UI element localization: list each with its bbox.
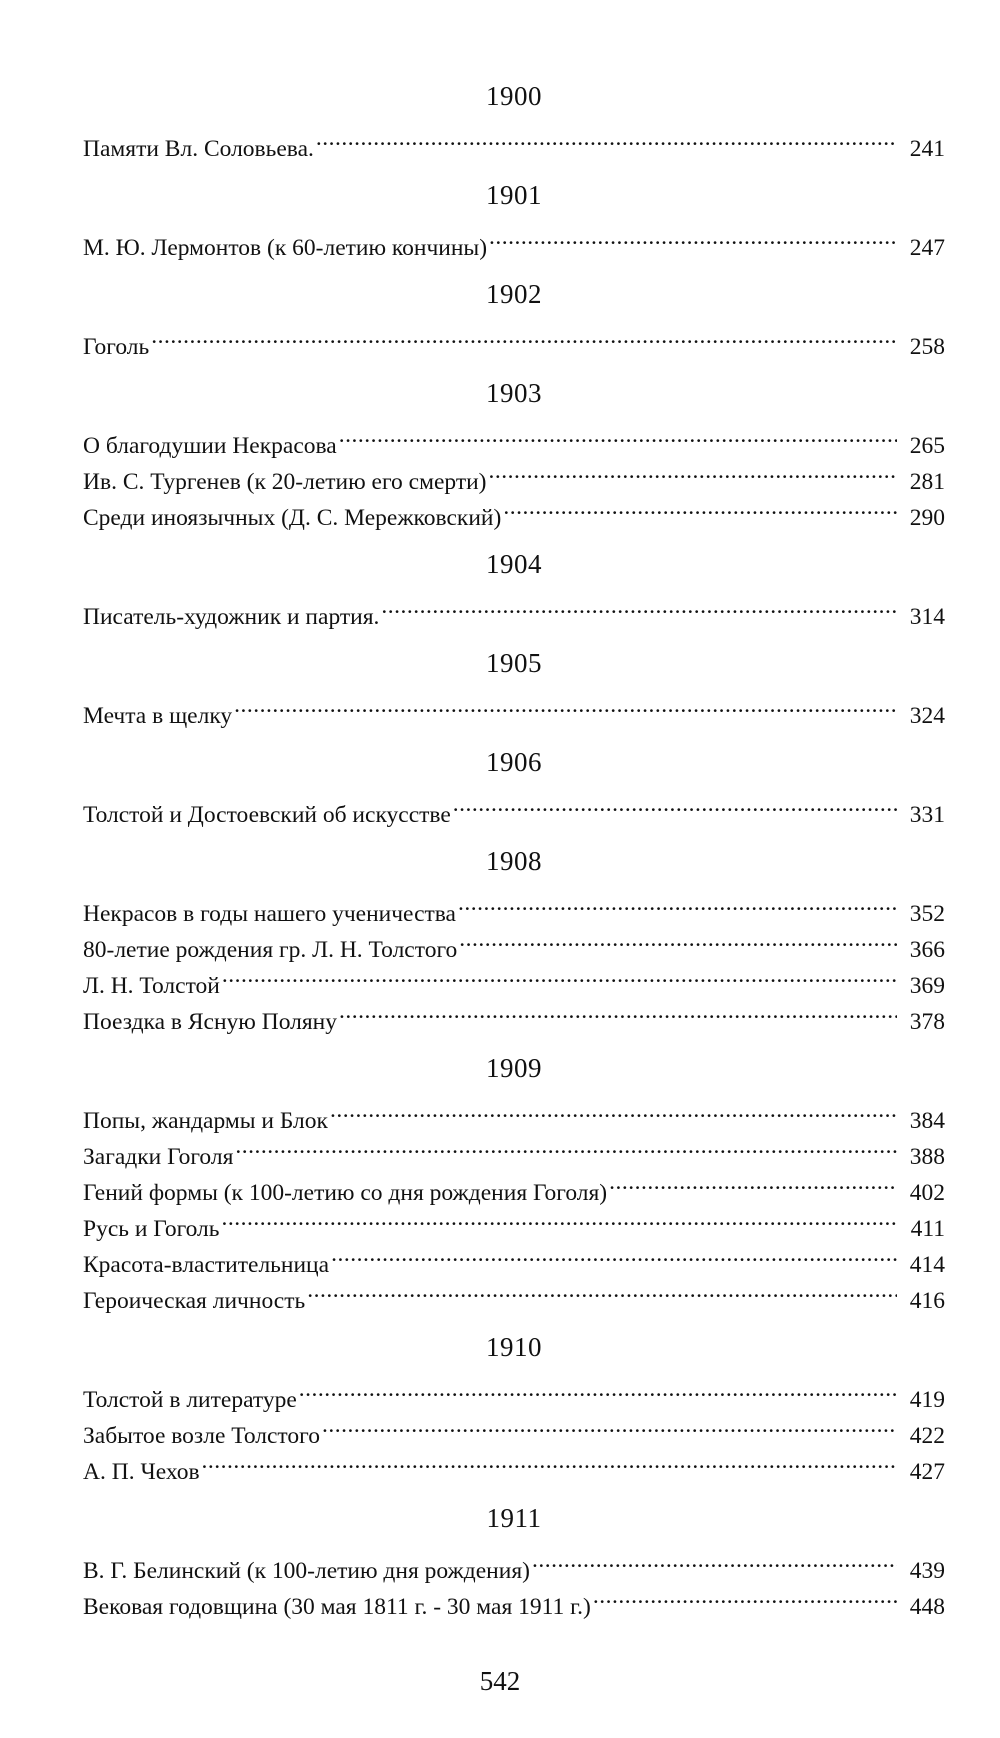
entry-page-number: 331 xyxy=(909,802,945,828)
entry-title: Толстой в литературе xyxy=(83,1387,297,1413)
entry-list xyxy=(83,120,945,162)
entry-page-number: 422 xyxy=(909,1423,945,1449)
entry-title: А. П. Чехов xyxy=(83,1459,200,1485)
toc-entry xyxy=(83,1443,945,1485)
entry-page-number: 439 xyxy=(909,1558,945,1584)
toc-section xyxy=(83,1500,945,1620)
entry-title: Писатель-художник и партия. xyxy=(83,604,380,630)
entry-list xyxy=(83,687,945,729)
entry-page-number: 378 xyxy=(909,1009,945,1035)
toc-section xyxy=(83,546,945,630)
dot-leader xyxy=(151,318,897,354)
dot-leader xyxy=(609,1164,897,1200)
dot-leader xyxy=(322,1407,897,1443)
entry-title: Вековая годовщина (30 мая 1811 г. - 30 мая 1911 г.) xyxy=(83,1594,591,1620)
entry-page-number: 241 xyxy=(909,136,945,162)
entry-page-number: 314 xyxy=(909,604,945,630)
toc-entry xyxy=(83,417,945,459)
entry-list xyxy=(83,219,945,261)
entry-page-number: 281 xyxy=(909,469,945,495)
dot-leader xyxy=(489,453,898,489)
dot-leader xyxy=(330,1092,897,1128)
toc-entry xyxy=(83,1371,945,1413)
entry-title: Л. Н. Толстой xyxy=(83,973,220,999)
dot-leader xyxy=(339,993,897,1029)
entry-page-number: 402 xyxy=(909,1180,945,1206)
dot-leader xyxy=(489,219,897,255)
entry-title: В. Г. Белинский (к 100-летию дня рождения) xyxy=(83,1558,530,1584)
toc-section xyxy=(83,1329,945,1485)
year-heading: 1902 xyxy=(486,279,542,309)
year-heading: 1906 xyxy=(486,747,542,777)
dot-leader xyxy=(316,120,897,156)
entry-list xyxy=(83,1092,945,1314)
entry-title: Забытое возле Толстого xyxy=(83,1423,320,1449)
year-heading: 1903 xyxy=(486,378,542,408)
entry-list xyxy=(83,588,945,630)
entry-list xyxy=(83,318,945,360)
entry-list xyxy=(83,1371,945,1485)
toc-section xyxy=(83,78,945,162)
year-heading: 1905 xyxy=(486,648,542,678)
entry-page-number: 369 xyxy=(909,973,945,999)
year-heading: 1908 xyxy=(486,846,542,876)
entry-page-number: 419 xyxy=(909,1387,945,1413)
entry-title: Загадки Гоголя xyxy=(83,1144,234,1170)
year-heading: 1904 xyxy=(486,549,542,579)
entry-title: Поездка в Ясную Поляну xyxy=(83,1009,338,1035)
entry-page-number: 324 xyxy=(909,703,945,729)
year-heading: 1900 xyxy=(486,81,542,111)
entry-title: Попы, жандармы и Блок xyxy=(83,1108,328,1134)
entry-title: Среди иноязычных (Д. С. Мережковский) xyxy=(83,505,502,531)
entry-list xyxy=(83,1542,945,1620)
year-heading: 1910 xyxy=(486,1332,542,1362)
dot-leader xyxy=(299,1371,897,1407)
toc-section xyxy=(83,375,945,531)
dot-leader xyxy=(459,921,897,957)
toc-entry xyxy=(83,588,945,630)
toc-entry xyxy=(83,885,945,927)
toc-entry xyxy=(83,687,945,729)
page-number: 542 xyxy=(479,1666,521,1696)
dot-leader xyxy=(453,786,897,822)
entry-title: Ив. С. Тургенев (к 20-летию его смерти) xyxy=(83,469,487,495)
dot-leader xyxy=(381,588,897,624)
table-of-contents xyxy=(83,78,945,1635)
entry-list xyxy=(83,417,945,531)
entry-title: Героическая личность xyxy=(83,1288,306,1314)
entry-title: Гений формы (к 100-летию со дня рождения Гоголя) xyxy=(83,1180,608,1206)
entry-page-number: 414 xyxy=(909,1252,945,1278)
dot-leader xyxy=(331,1236,897,1272)
entry-page-number: 352 xyxy=(909,901,945,927)
entry-page-number: 258 xyxy=(909,334,945,360)
entry-list xyxy=(83,786,945,828)
entry-title: О благодушии Некрасова xyxy=(83,433,337,459)
year-heading: 1911 xyxy=(486,1503,542,1533)
dot-leader xyxy=(235,1128,897,1164)
dot-leader xyxy=(532,1542,897,1578)
dot-leader xyxy=(202,1443,897,1479)
toc-section xyxy=(83,843,945,1035)
dot-leader xyxy=(458,885,897,921)
toc-section xyxy=(83,177,945,261)
toc-entry xyxy=(83,219,945,261)
dot-leader xyxy=(339,417,897,453)
dot-leader xyxy=(503,489,897,525)
dot-leader xyxy=(307,1272,897,1308)
dot-leader xyxy=(222,1200,897,1236)
year-heading: 1909 xyxy=(486,1053,542,1083)
entry-page-number: 388 xyxy=(909,1144,945,1170)
entry-title: М. Ю. Лермонтов (к 60-летию кончины) xyxy=(83,235,488,261)
entry-page-number: 416 xyxy=(909,1288,945,1314)
entry-page-number: 448 xyxy=(909,1594,945,1620)
year-heading: 1901 xyxy=(486,180,542,210)
toc-section xyxy=(83,276,945,360)
entry-title: 80-летие рождения гр. Л. Н. Толстого xyxy=(83,937,458,963)
entry-page-number: 384 xyxy=(909,1108,945,1134)
dot-leader xyxy=(222,957,897,993)
entry-title: Толстой и Достоевский об искусстве xyxy=(83,802,451,828)
dot-leader xyxy=(593,1578,897,1614)
entry-title: Мечта в щелку xyxy=(83,703,233,729)
entry-page-number: 427 xyxy=(909,1459,945,1485)
toc-entry xyxy=(83,786,945,828)
entry-page-number: 290 xyxy=(909,505,945,531)
entry-title: Гоголь xyxy=(83,334,150,360)
dot-leader xyxy=(234,687,897,723)
entry-title: Памяти Вл. Соловьева. xyxy=(83,136,314,162)
entry-list xyxy=(83,885,945,1035)
toc-entry xyxy=(83,120,945,162)
entry-title: Русь и Гоголь xyxy=(83,1216,220,1242)
toc-entry xyxy=(83,318,945,360)
toc-entry xyxy=(83,1542,945,1584)
entry-page-number: 411 xyxy=(910,1216,945,1242)
toc-section xyxy=(83,1050,945,1314)
entry-page-number: 247 xyxy=(909,235,945,261)
toc-entry xyxy=(83,1092,945,1134)
entry-title: Красота-властительница xyxy=(83,1252,330,1278)
entry-page-number: 366 xyxy=(909,937,945,963)
toc-section xyxy=(83,645,945,729)
toc-section xyxy=(83,744,945,828)
entry-title: Некрасов в годы нашего ученичества xyxy=(83,901,456,927)
entry-page-number: 265 xyxy=(909,433,945,459)
